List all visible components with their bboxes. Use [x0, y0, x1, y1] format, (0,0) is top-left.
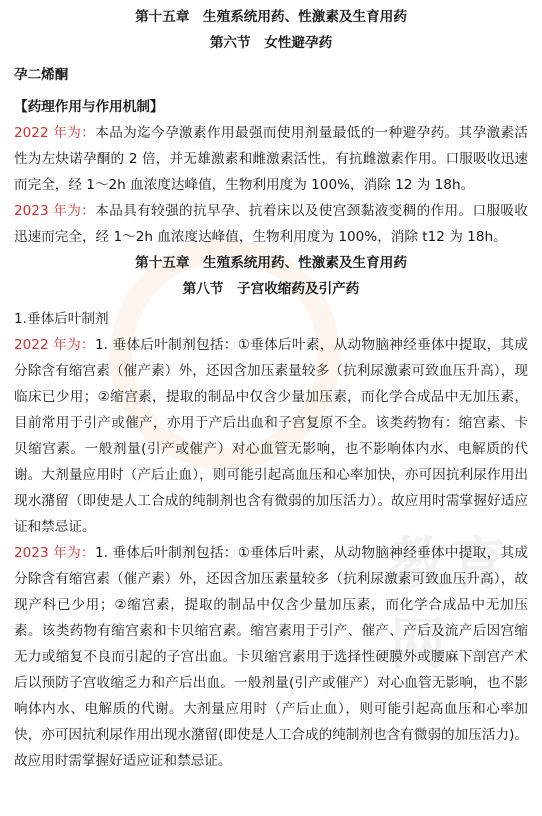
entry-text: 本品具有较强的抗早孕、抗着床以及使宫颈黏液变稠的作用。口服吸收迅速而完全，经 1～2h 血浓度达峰值，生物利用度为 100%，消除 t12 为 18h。 [14, 203, 528, 245]
chapter-title: 第十五章 生殖系统用药、性激素及生育用药 [135, 9, 407, 25]
chapter-title: 第十五章 生殖系统用药、性激素及生育用药 [135, 255, 407, 271]
entry-2022-gestodene [14, 120, 528, 198]
block-title: 【药理作用与作用机制】 [14, 99, 164, 115]
subheading: 1.垂体后叶制剂 [14, 311, 109, 327]
entry-2023-pituitary [14, 540, 528, 774]
entry-text: 1. 垂体后叶制剂包括：①垂体后叶素，从动物脑神经垂体中提取，其成分除含有缩宫素（催产素）外，还因含加压素量较多（抗利尿激素可致血压升高），故现产科已少用；②缩宫素，提取的制品中仅含少量加压素，而化学合成品中无加压素。该类药物有缩宫素和卡贝缩宫素。缩宫素用于引产、催产、产后及流产后因宫缩无力或缩复不良而引起的子宫出血。卡贝缩宫素用于选择性硬膜外或腰麻下剖宫产术后以预防子宫收缩乏力和产后出血。一般剂量(引产或催产）对心血管无影响，也不影响体内水、电解质的代谢。大剂量应用时（产后止血），则可能引起高血压和心率加快，亦可因抗利尿作用出现水潴留(即使是人工合成的纯制剂也含有微弱的加压活力)。故应用时需掌握好适应证和禁忌证。 [14, 545, 528, 769]
section-title: 第六节 女性避孕药 [209, 35, 333, 51]
drug-name: 孕二烯酮 [14, 67, 69, 83]
year-label: 2023 年为： [14, 545, 95, 561]
section-title: 第八节 子宫收缩药及引产药 [182, 281, 360, 297]
entry-text: 本品为迄今孕激素作用最强而使用剂量最低的一种避孕药。其孕激素活性为左炔诺孕酮的 2 倍，并无雄激素和雌激素活性，有抗雌激素作用。口服吸收迅速而完全，经 1～2h 血浓度达峰值，生物利用度为 100%，消除 12 为 18h。 [14, 125, 528, 193]
entry-2022-pituitary [14, 332, 528, 540]
entry-2023-gestodene [14, 198, 528, 250]
entry-text: 1. 垂体后叶制剂包括：①垂体后叶素，从动物脑神经垂体中提取，其成分除含有缩宫素（催产素）外，还因含加压素量较多（抗利尿激素可致血压升高），现临床已少用；②缩宫素，提取的制品中仅含少量加压素，而化学合成品中无加压素，目前常用于引产或催产，亦用于产后出血和子宫复原不全。该类药物有：缩宫素、卡贝缩宫素。一般剂量(引产或催产）对心血管无影响，也不影响体内水、电解质的代谢。大剂量应用时（产后止血），则可能引起高血压和心率加快，亦可因抗利尿作用出现水潴留（即使是人工合成的纯制剂也含有微弱的加压活力）。故应用时需掌握好适应证和禁忌证。 [14, 337, 528, 535]
year-label: 2023 年为： [14, 203, 96, 219]
year-label: 2022 年为： [14, 337, 95, 353]
year-label: 2022 年为： [14, 125, 96, 141]
watermark-text: 教育网 [390, 532, 510, 677]
